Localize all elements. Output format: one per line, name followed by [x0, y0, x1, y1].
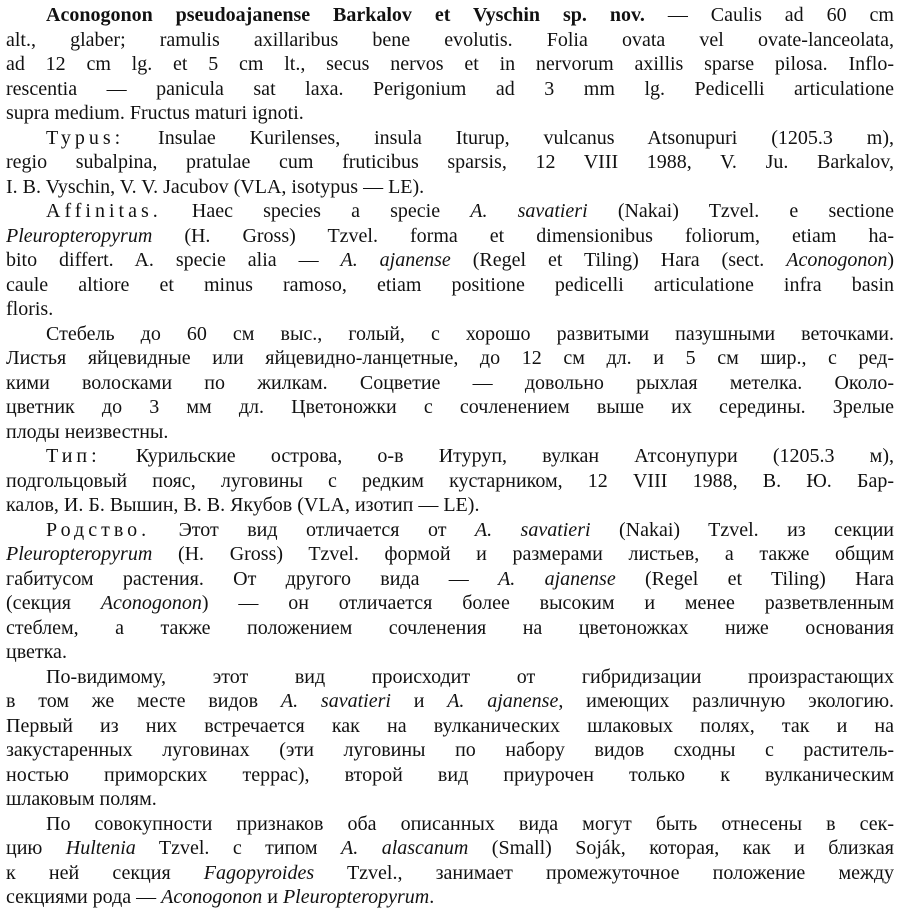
text-run: подгольцовый пояс, луговины с редким кустарником, 12 VIII 1988, В. Ю. Бар-: [6, 469, 894, 492]
text-run: Insulae Kurilenses, insula Iturup, vulcanus Atsonupuri (1205.3 m),: [124, 126, 894, 149]
text-run: ad 12 cm lg. et 5 cm lt., secus nervos et in nervorum axillis sparse pilosa. Inflo-: [6, 53, 894, 75]
text-run: (H. Gross) Tzvel. формой и размерами листьев, а также общим: [152, 543, 894, 565]
text-run: Tzvel. с типом: [135, 837, 342, 859]
spaced-section-label: Родство.: [46, 518, 151, 541]
text-run: (Small) Soják, которая, как и близкая: [468, 837, 894, 859]
text-run: и: [390, 690, 448, 712]
paragraph: [6, 444, 894, 518]
text-line: [6, 591, 894, 616]
text-run: и: [262, 886, 283, 908]
text-run: калов, И. Б. Вышин, В. В. Якубов (VLA, изотип — LE).: [6, 494, 480, 516]
text-line: [6, 52, 894, 77]
text-run: I. B. Vyschin, V. V. Jacubov (VLA, isotypus — LE).: [6, 175, 425, 198]
text-run: Этот вид отличается от: [150, 518, 475, 541]
text-run: bito differt. A. specie alia —: [6, 249, 341, 271]
paragraph: [6, 322, 894, 445]
paragraph: [6, 812, 894, 910]
text-run: ) — он отличается более высоким и менее разветвленным: [201, 592, 894, 614]
text-line: [6, 567, 894, 592]
text-line: [6, 763, 894, 788]
paragraph: [6, 665, 894, 812]
text-line: [6, 738, 894, 763]
text-run: цветка.: [6, 641, 67, 663]
text-line: [6, 665, 894, 690]
text-run: Стебель до 60 см выс., голый, с хорошо развитыми пазушными веточками.: [46, 322, 894, 345]
text-line: [6, 518, 894, 543]
italic-taxon-text: A. ajanense: [498, 567, 616, 590]
bold-species-title: sp. nov.: [540, 4, 645, 26]
text-line: [6, 175, 894, 200]
text-line: [6, 493, 894, 518]
text-line: [6, 346, 894, 371]
text-line: [6, 714, 894, 739]
text-line: [6, 322, 894, 347]
spaced-section-label: Affinitas.: [46, 200, 162, 222]
paragraph: [6, 126, 894, 200]
italic-taxon-text: Pleuropteropyrum: [6, 224, 153, 247]
text-line: [6, 444, 894, 469]
text-run: Первый из них встречается как на вулканических шлаковых полях, так и на: [6, 714, 894, 737]
text-line: [6, 861, 894, 886]
paragraph: [6, 3, 894, 126]
text-run: supra medium. Fructus maturi ignoti.: [6, 102, 304, 124]
text-run: Листья яйцевидные или яйцевидно-ланцетные, до 12 см дл. и 5 см шир., с ред-: [6, 347, 894, 369]
spaced-section-label: Тип:: [46, 445, 101, 467]
text-run: Haec species a specie: [161, 200, 471, 222]
text-line: [6, 273, 894, 298]
document-page: [6, 3, 894, 910]
text-run: цию: [6, 837, 66, 859]
text-run: ): [887, 249, 894, 271]
italic-taxon-text: Aconogonon: [100, 592, 202, 614]
text-run: (Regel et Tiling) Hara: [615, 567, 894, 590]
text-run: rescentia — panicula sat laxa. Perigonium ad 3 mm lg. Pedicelli articulatione: [6, 77, 894, 100]
text-run: (Regel et Tiling) Hara (sect.: [450, 249, 787, 271]
italic-taxon-text: A. savatieri: [470, 200, 588, 222]
text-line: [6, 395, 894, 420]
text-line: [6, 689, 894, 714]
text-run: Курильские острова, о-в Итуруп, вулкан Атсонупури (1205.3 м),: [100, 445, 894, 467]
text-run: закустаренных луговинах (эти луговины по набору видов сходны с раститель-: [6, 739, 894, 761]
paragraph: [6, 518, 894, 665]
text-line: [6, 812, 894, 837]
italic-taxon-text: A. savatieri: [474, 518, 591, 541]
text-run: габитусом растения. От другого вида —: [6, 567, 499, 590]
text-line: [6, 126, 894, 151]
italic-taxon-text: Pleuropteropyrum: [6, 543, 153, 565]
italic-taxon-text: Hultenia: [65, 837, 136, 859]
text-run: стеблем, а также положением сочленения на цветоножках ниже основания: [6, 616, 894, 639]
text-run: ностью приморских террас), второй вид приурочен только к вулканическим: [6, 763, 894, 786]
text-line: [6, 836, 894, 861]
bold-species-title: Aconogonon pseudoajanense Barkalov et Vyschin: [46, 4, 541, 26]
text-run: alt., glaber; ramulis axillaribus bene evolutis. Folia ovata vel ovate-lanceolata,: [6, 28, 894, 51]
text-line: [6, 28, 894, 53]
italic-taxon-text: Aconogonon: [786, 249, 888, 271]
italic-taxon-text: Aconogonon: [161, 886, 263, 908]
text-run: .: [429, 886, 435, 908]
text-line: [6, 224, 894, 249]
text-run: кими волосками по жилкам. Соцветие — довольно рыхлая метелка. Около-: [6, 371, 894, 394]
italic-taxon-text: A. ajanense: [340, 249, 451, 271]
text-line: [6, 885, 894, 910]
text-line: [6, 248, 894, 273]
text-run: цветник до 3 мм дл. Цветоножки с сочленением выше их середины. Зрелые: [6, 396, 894, 418]
text-run: к ней секция: [6, 861, 204, 884]
text-run: , имеющих различную экологию.: [558, 690, 894, 712]
text-run: шлаковым полям.: [6, 788, 157, 810]
text-run: (H. Gross) Tzvel. forma et dimensionibus foliorum, etiam ha-: [152, 224, 894, 247]
text-line: [6, 297, 894, 322]
italic-taxon-text: A. alascanum: [341, 837, 469, 859]
spaced-section-label: Typus:: [46, 126, 125, 149]
text-run: floris.: [6, 298, 54, 320]
text-run: caule altiore et minus ramoso, etiam positione pedicelli articulatione infra basin: [6, 273, 894, 296]
text-line: [6, 371, 894, 396]
text-line: [6, 3, 894, 28]
text-line: [6, 420, 894, 445]
text-run: в том же месте видов: [6, 690, 281, 712]
text-run: (Nakai) Tzvel. из секции: [590, 518, 894, 541]
text-run: Tzvel., занимает промежуточное положение между: [314, 861, 894, 884]
italic-taxon-text: A. savatieri: [280, 690, 391, 712]
text-run: плоды неизвестны.: [6, 420, 169, 443]
text-run: (Nakai) Tzvel. e sectione: [587, 200, 894, 222]
text-line: [6, 542, 894, 567]
italic-taxon-text: Pleuropteropyrum: [282, 886, 430, 908]
text-line: [6, 640, 894, 665]
text-run: По совокупности признаков оба описанных вида могут быть отнесены в сек-: [46, 812, 894, 835]
text-line: [6, 469, 894, 494]
text-run: По-видимому, этот вид происходит от гибридизации произрастающих: [46, 665, 894, 688]
italic-taxon-text: Fagopyroides: [203, 861, 315, 884]
italic-taxon-text: A. ajanense: [447, 690, 559, 712]
text-line: [6, 101, 894, 126]
text-run: — Caulis ad 60 cm: [644, 4, 894, 26]
text-line: [6, 616, 894, 641]
text-line: [6, 787, 894, 812]
text-line: [6, 150, 894, 175]
text-line: [6, 199, 894, 224]
text-run: (секция: [6, 592, 101, 614]
paragraph: [6, 199, 894, 322]
text-run: секциями рода —: [6, 886, 162, 908]
text-run: regio subalpina, pratulae cum fruticibus sparsis, 12 VIII 1988, V. Ju. Barkalov,: [6, 151, 894, 173]
text-line: [6, 77, 894, 102]
